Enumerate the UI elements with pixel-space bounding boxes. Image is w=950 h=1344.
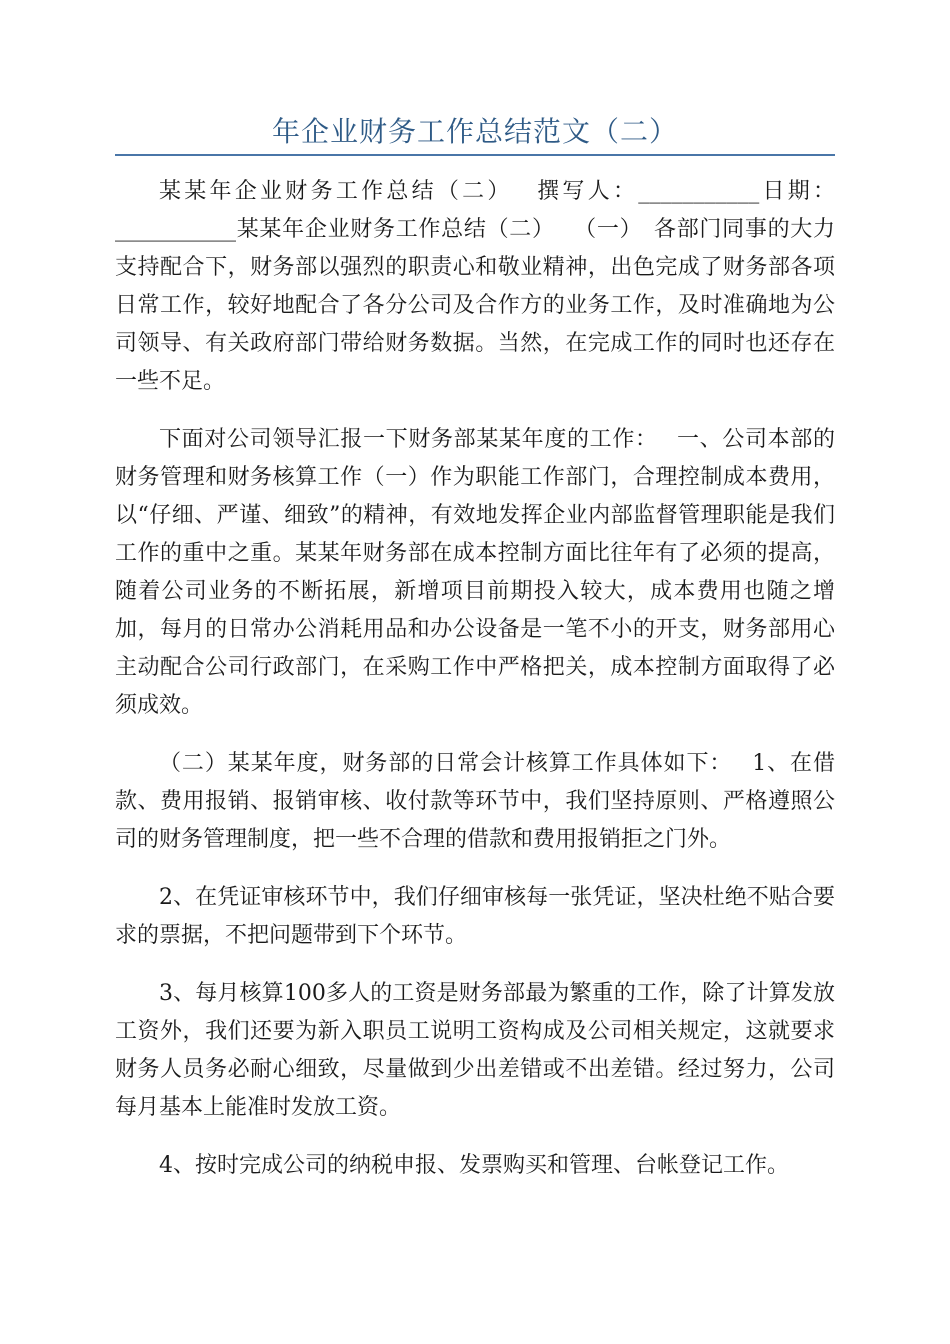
- paragraph-accounting-work: （二）某某年度，财务部的日常会计核算工作具体如下： 1、在借款、费用报销、报销审核、收付款等环节中，我们坚持原则、严格遵照公司的财务管理制度，把一些不合理的借款和费用报销拒之门外。: [115, 751, 835, 852]
- paragraph-intro: 某某年企业财务工作总结（二） 撰写人：___________日期：___________某某年企业财务工作总结（二） （一） 各部门同事的大力支持配合下，财务部以强烈的职责心和敬业精神，出色完成了财务部各项日常工作，较好地配合了各分公司及合作方的业务工作，及时准确地为公司领导、有关政府部门带给财务数据。当然，在完成工作的同时也还存在一些不足。: [115, 179, 835, 394]
- title-underline: [115, 154, 835, 156]
- paragraph-voucher-review: 2、在凭证审核环节中，我们仔细审核每一张凭证，坚决杜绝不贴合要求的票据，不把问题带到下个环节。: [115, 885, 835, 948]
- document-title: 年企业财务工作总结范文（二）: [271, 115, 678, 148]
- paragraph-payroll: 3、每月核算100多人的工资是财务部最为繁重的工作，除了计算发放工资外，我们还要为新入职员工说明工资构成及公司相关规定，这就要求财务人员务必耐心细致，尽量做到少出差错或不出差错。经过努力，公司每月基本上能准时发放工资。: [115, 981, 835, 1120]
- document-body: [115, 173, 835, 1205]
- paragraph-tax-filing: 4、按时完成公司的纳税申报、发票购买和管理、台帐登记工作。: [159, 1153, 789, 1178]
- paragraph-cost-control: 下面对公司领导汇报一下财务部某某年度的工作： 一、公司本部的财务管理和财务核算工作（一）作为职能工作部门，合理控制成本费用，以“仔细、严谨、细致”的精神，有效地发挥企业内部监督管理职能是我们工作的重中之重。某某年财务部在成本控制方面比往年有了必须的提高，随着公司业务的不断拓展，新增项目前期投入较大，成本费用也随之增加，每月的日常办公消耗用品和办公设备是一笔不小的开支，财务部用心主动配合公司行政部门，在采购工作中严格把关，成本控制方面取得了必须成效。: [115, 427, 835, 718]
